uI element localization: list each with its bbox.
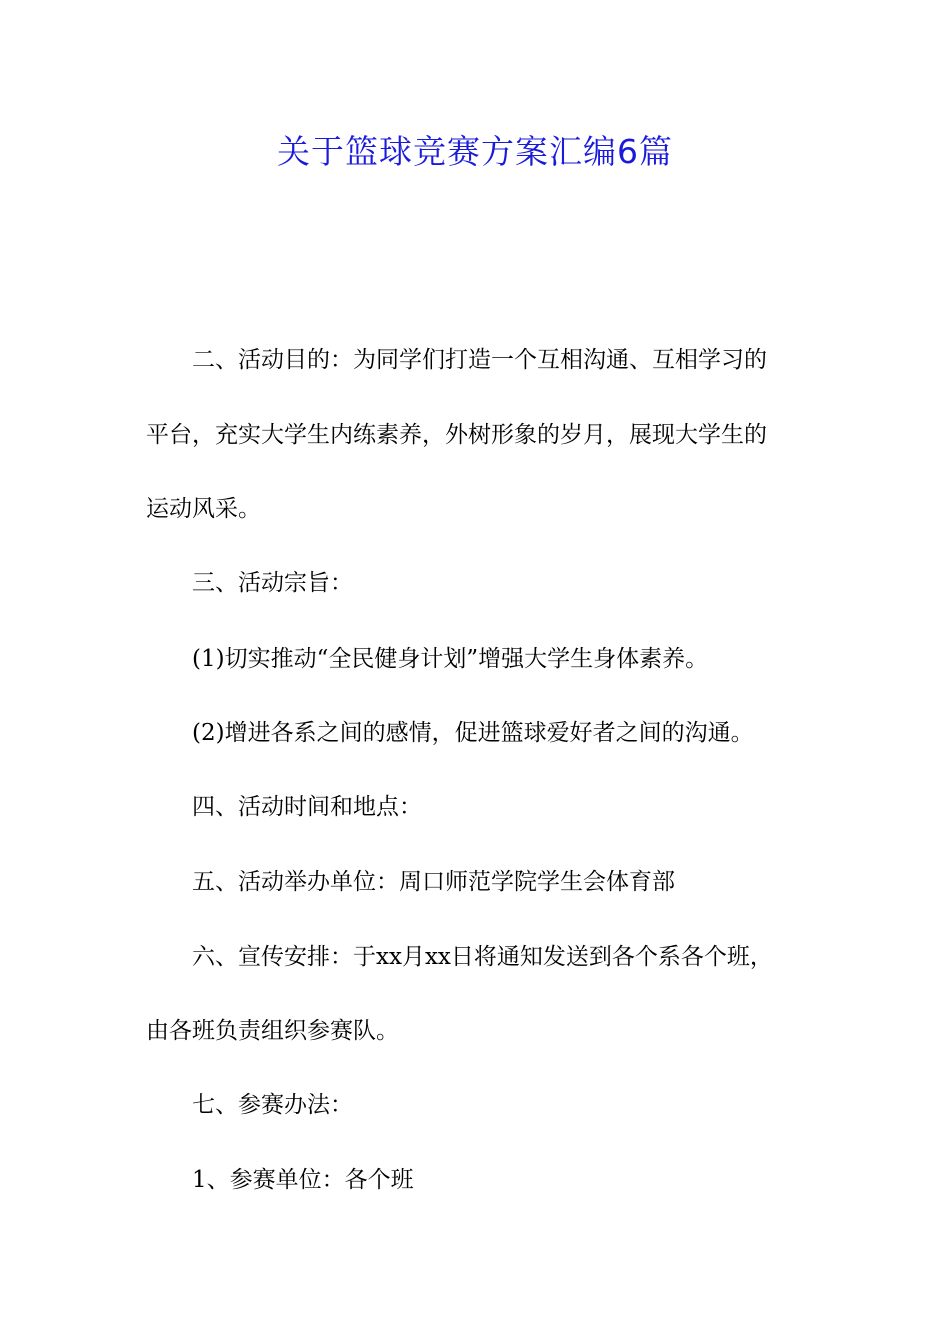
paragraph-line: (1)切实推动“全民健身计划”增强大学生身体素养。 [192,646,709,672]
paragraph-line: 平台，充实大学生内练素养，外树形象的岁月，展现大学生的 [146,422,767,448]
section-heading: 五、活动举办单位：周口师范学院学生会体育部 [192,869,675,895]
section-heading: 四、活动时间和地点： [192,794,422,820]
paragraph-line: 由各班负责组织参赛队。 [146,1018,399,1044]
paragraph-line: 六、宣传安排：于xx月xx日将通知发送到各个系各个班， [192,944,773,970]
section-heading: 三、活动宗旨： [192,570,353,596]
section-heading: 七、参赛办法： [192,1092,353,1118]
document-title: 关于篮球竞赛方案汇编6篇 [277,132,673,171]
paragraph-line: (2)增进各系之间的感情，促进篮球爱好者之间的沟通。 [192,720,754,746]
paragraph-line: 运动风采。 [146,496,261,522]
paragraph-line: 1、参赛单位：各个班 [192,1167,414,1193]
paragraph-line: 二、活动目的：为同学们打造一个互相沟通、互相学习的 [192,347,767,373]
